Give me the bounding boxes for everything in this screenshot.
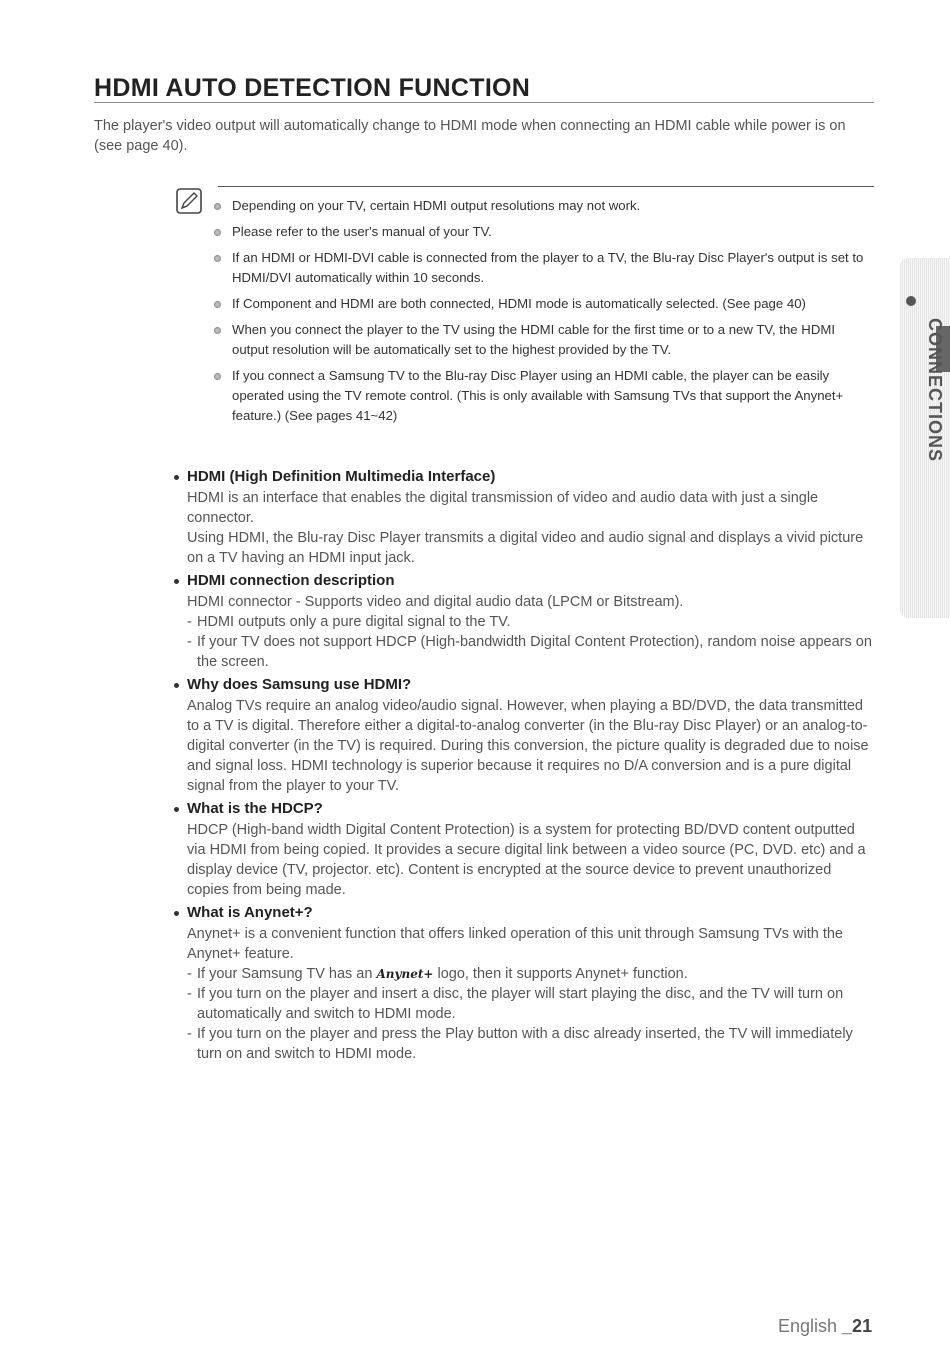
note-divider xyxy=(218,186,874,187)
bullet-icon xyxy=(174,475,179,480)
note-item: If you connect a Samsung TV to the Blu-ray Disc Player using an HDMI cable, the player can be easily operated using the TV remote control. (This is only available with Samsung TVs that support the Anynet+ feature.) (See pages 41~42) xyxy=(214,366,874,426)
note-bullet-icon xyxy=(214,255,221,262)
note-list xyxy=(214,196,874,432)
bullet-icon xyxy=(174,911,179,916)
dash-item: - If you turn on the player and press the Play button with a disc already inserted, the TV will immediately turn on and switch to HDMI mode. xyxy=(187,1026,853,1062)
title-divider xyxy=(94,102,874,103)
note-item: Depending on your TV, certain HDMI output resolutions may not work. xyxy=(214,196,874,216)
note-bullet-icon xyxy=(214,229,221,236)
section-paragraph: Analog TVs require an analog video/audio signal. However, when playing a BD/DVD, the data transmitted to a TV is digital. Therefore either a digital-to-analog converter (in the Blu-ray Disc Player) or an analog-to-digital converter (in the TV) is required. During this conversion, the picture quality is degraded due to noise and signal loss. HDMI technology is superior because it requires no D/A conversion and is a pure digital signal from the player to your TV. xyxy=(187,698,869,794)
side-tab-dot-icon xyxy=(906,296,916,306)
section-connection xyxy=(172,570,872,672)
dash-item: - If you turn on the player and insert a disc, the player will start playing the disc, and the TV will turn on automatically and switch to HDMI mode. xyxy=(187,986,844,1022)
section-hdmi xyxy=(172,466,872,568)
note-bullet-icon xyxy=(214,301,221,308)
intro-paragraph: The player's video output will automatically change to HDMI mode when connecting an HDMI cable while power is on (see page 40). xyxy=(94,118,846,154)
footer-language: English xyxy=(778,1316,843,1336)
note-icon xyxy=(176,188,202,214)
bullet-icon xyxy=(174,683,179,688)
note-item: When you connect the player to the TV using the HDMI cable for the first time or to a new TV, the HDMI output resolution will be automatically set to the highest provided by the TV. xyxy=(214,320,874,360)
sections xyxy=(172,466,872,1066)
section-paragraph: HDMI is an interface that enables the digital transmission of video and audio data with just a single connector. xyxy=(187,490,819,526)
section-paragraph: HDMI connector - Supports video and digital audio data (LPCM or Bitstream). xyxy=(187,594,684,610)
section-paragraph: HDCP (High-band width Digital Content Protection) is a system for protecting BD/DVD content outputted via HDMI from being copied. It provides a secure digital link between a video source (PC, DVD. etc) and a display device (TV, projector. etc). Content is encrypted at the source device to prevent unauthorized copies from being made. xyxy=(187,822,866,898)
section-anynet xyxy=(172,902,872,1064)
section-hdcp xyxy=(172,798,872,900)
note-bullet-icon xyxy=(214,327,221,334)
page-number: _21 xyxy=(842,1316,873,1336)
note-item: Please refer to the user's manual of your TV. xyxy=(214,222,874,242)
page-title: HDMI AUTO DETECTION FUNCTION xyxy=(94,74,531,102)
bullet-icon xyxy=(174,579,179,584)
bullet-icon xyxy=(174,807,179,812)
section-heading: Why does Samsung use HDMI? xyxy=(172,674,872,696)
note-item: If Component and HDMI are both connected, HDMI mode is automatically selected. (See page 40) xyxy=(214,294,874,314)
dash-item: - If your Samsung TV has an Anynet+ logo, then it supports Anynet+ function. xyxy=(187,966,688,982)
anynet-logo: Anynet+ xyxy=(376,967,434,981)
section-paragraph: Using HDMI, the Blu-ray Disc Player transmits a digital video and audio signal and displays a vivid picture on a TV having an HDMI input jack. xyxy=(187,530,864,566)
section-heading: What is the HDCP? xyxy=(172,798,872,820)
section-heading: HDMI (High Definition Multimedia Interface) xyxy=(172,466,872,488)
section-heading: HDMI connection description xyxy=(172,570,872,592)
dash-item: - HDMI outputs only a pure digital signal to the TV. xyxy=(187,614,511,630)
section-heading: What is Anynet+? xyxy=(172,902,872,924)
note-item: If an HDMI or HDMI-DVI cable is connected from the player to a TV, the Blu-ray Disc Player's output is set to HDMI/DVI automatically within 10 seconds. xyxy=(214,248,874,288)
note-bullet-icon xyxy=(214,373,221,380)
side-tab-label: CONNECTIONS xyxy=(925,318,945,463)
dash-item: - If your TV does not support HDCP (High-bandwidth Digital Content Protection), random noise appears on the screen. xyxy=(187,634,872,670)
note-bullet-icon xyxy=(214,203,221,210)
section-why-hdmi xyxy=(172,674,872,796)
section-paragraph: Anynet+ is a convenient function that offers linked operation of this unit through Samsung TVs with the Anynet+ feature. xyxy=(187,926,843,962)
page-footer xyxy=(778,1316,872,1337)
